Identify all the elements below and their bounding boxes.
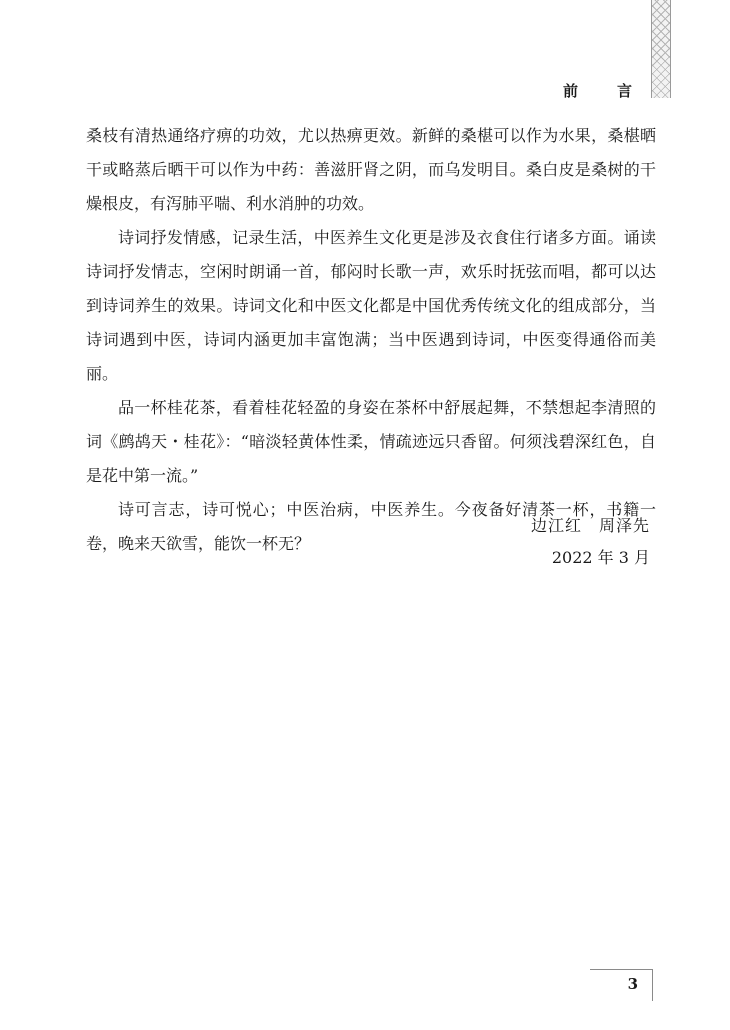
body-paragraph: 诗词抒发情感，记录生活，中医养生文化更是涉及衣食住行诸多方面。诵读诗词抒发情志，空闲时朗诵一首，郁闷时长歌一声，欢乐时抚弦而唱，都可以达到诗词养生的效果。诗词文化和中医文化都是中国优秀传统文化的组成部分，当诗词遇到中医，诗词内涵更加丰富饱满；当中医遇到诗词，中医变得通俗而美丽。 <box>86 228 656 383</box>
body-paragraph: 桑枝有清热通络疗痹的功效，尤以热痹更效。新鲜的桑椹可以作为水果，桑椹晒干或略蒸后晒干可以作为中药：善滋肝肾之阴，而乌发明目。桑白皮是桑树的干燥根皮，有泻肺平喘、利水消肿的功效。 <box>86 126 656 213</box>
author-names: 边江红 周泽先 <box>530 516 650 535</box>
decorative-border-ornament <box>651 0 671 98</box>
signature-block <box>531 510 650 574</box>
signature-date: 2022 年 3 月 <box>551 548 650 567</box>
page-number-box <box>590 969 653 1001</box>
page-body <box>86 119 656 561</box>
running-head: 前 言 <box>562 82 644 100</box>
body-paragraph: 品一杯桂花茶，看着桂花轻盈的身姿在茶杯中舒展起舞，不禁想起李清照的词《鹧鸪天・桂花》：“暗淡轻黄体性柔，情疏迹远只香留。何须浅碧深红色，自是花中第一流。” <box>86 398 656 485</box>
body-paragraph: 诗可言志，诗可悦心；中医治病，中医养生。今夜备好清茶一杯，书籍一卷，晚来天欲雪，能饮一杯无？ <box>86 500 656 553</box>
page-number: 3 <box>627 975 638 993</box>
